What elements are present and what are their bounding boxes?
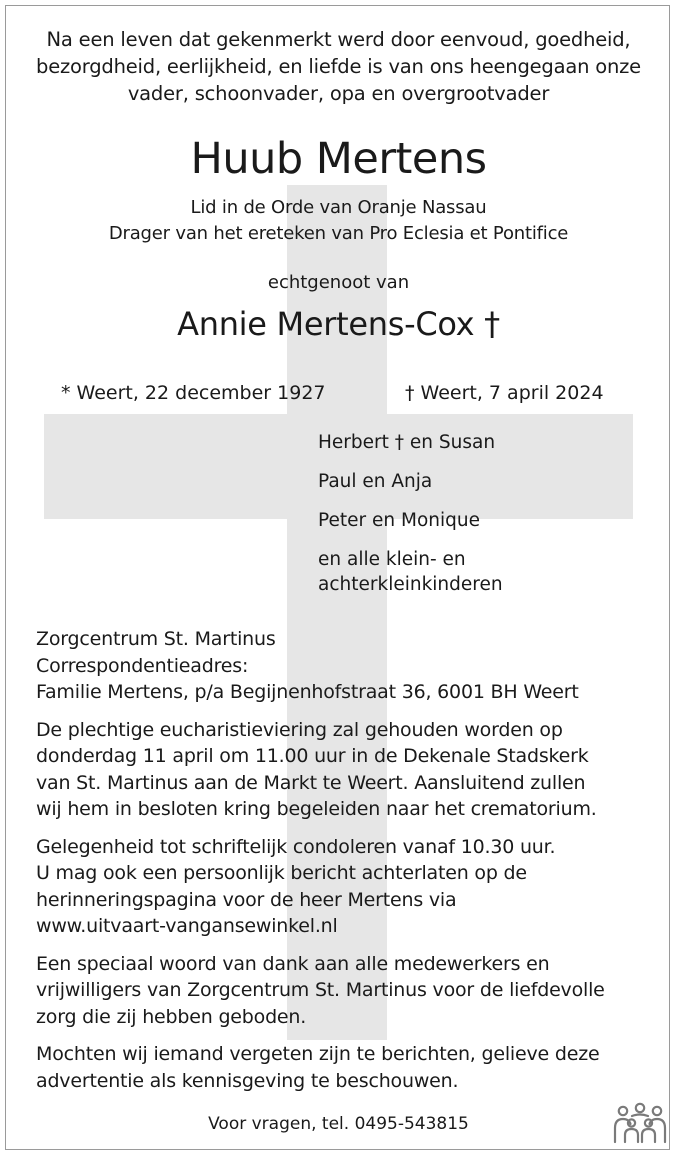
intro-text (30, 26, 647, 107)
condolence-line: herinneringspagina voor de heer Mertens via (36, 888, 457, 911)
family-list (318, 430, 503, 597)
family-member: Herbert † en Susan (318, 432, 496, 453)
intro-line: Na een leven dat gekenmerkt werd door eenvoud, goedheid, (46, 28, 631, 51)
thanks-line: Een speciaal woord van dank aan alle medewerkers en (36, 952, 550, 975)
address-line: Correspondentieadres: (36, 654, 249, 677)
honor-line: Lid in de Orde van Oranje Nassau (190, 197, 487, 218)
deceased-name: Huub Mertens (190, 134, 487, 184)
family-logo-icon (612, 1102, 668, 1146)
address-line: Familie Mertens, p/a Begijnenhofstraat 36, 6001 BH Weert (36, 681, 579, 703)
death-date: † Weert, 7 april 2024 (405, 382, 604, 404)
ceremony-line: wij hem in besloten kring begeleiden naar het crematorium. (36, 798, 597, 820)
honors (0, 195, 677, 247)
ceremony-line: De plechtige eucharistieviering zal gehouden worden op (36, 718, 563, 741)
family-member: Peter en Monique (318, 510, 480, 531)
thanks-line: vrijwilligers van Zorgcentrum St. Martinus voor de liefdevolle (36, 979, 605, 1001)
closing-line: advertentie als kennisgeving te beschouwen. (36, 1069, 459, 1092)
closing-line: Mochten wij iemand vergeten zijn te berichten, gelieve deze (36, 1043, 600, 1065)
birth-date: * Weert, 22 december 1927 (61, 382, 326, 404)
condolence-line: U mag ook een persoonlijk bericht achterlaten op de (36, 862, 527, 884)
contact-footer: Voor vragen, tel. 0495-543815 (208, 1114, 469, 1134)
family-member: en alle klein- en (318, 549, 466, 570)
announcement-body (36, 626, 646, 1094)
spouse-name: Annie Mertens-Cox † (177, 305, 500, 343)
family-member: Paul en Anja (318, 471, 433, 492)
honor-line: Drager van het ereteken van Pro Eclesia et Pontifice (108, 223, 569, 244)
spouse-label: echtgenoot van (267, 272, 410, 293)
memorial-website-link[interactable]: www.uitvaart-vangansewinkel.nl (36, 915, 338, 937)
family-member: achterkleinkinderen (318, 574, 503, 595)
intro-line: bezorgdheid, eerlijkheid, en liefde is van ons heengegaan onze (36, 55, 641, 78)
intro-line: vader, schoonvader, opa en overgrootvader (127, 82, 550, 105)
address-line: Zorgcentrum St. Martinus (36, 628, 276, 650)
thanks-line: zorg die zij hebben geboden. (36, 1005, 307, 1028)
condolence-line: Gelegenheid tot schriftelijk condoleren vanaf 10.30 uur. (36, 835, 556, 858)
ceremony-line: van St. Martinus aan de Markt te Weert. Aansluitend zullen (36, 771, 586, 794)
ceremony-line: donderdag 11 april om 11.00 uur in de Dekenale Stadskerk (36, 745, 589, 767)
